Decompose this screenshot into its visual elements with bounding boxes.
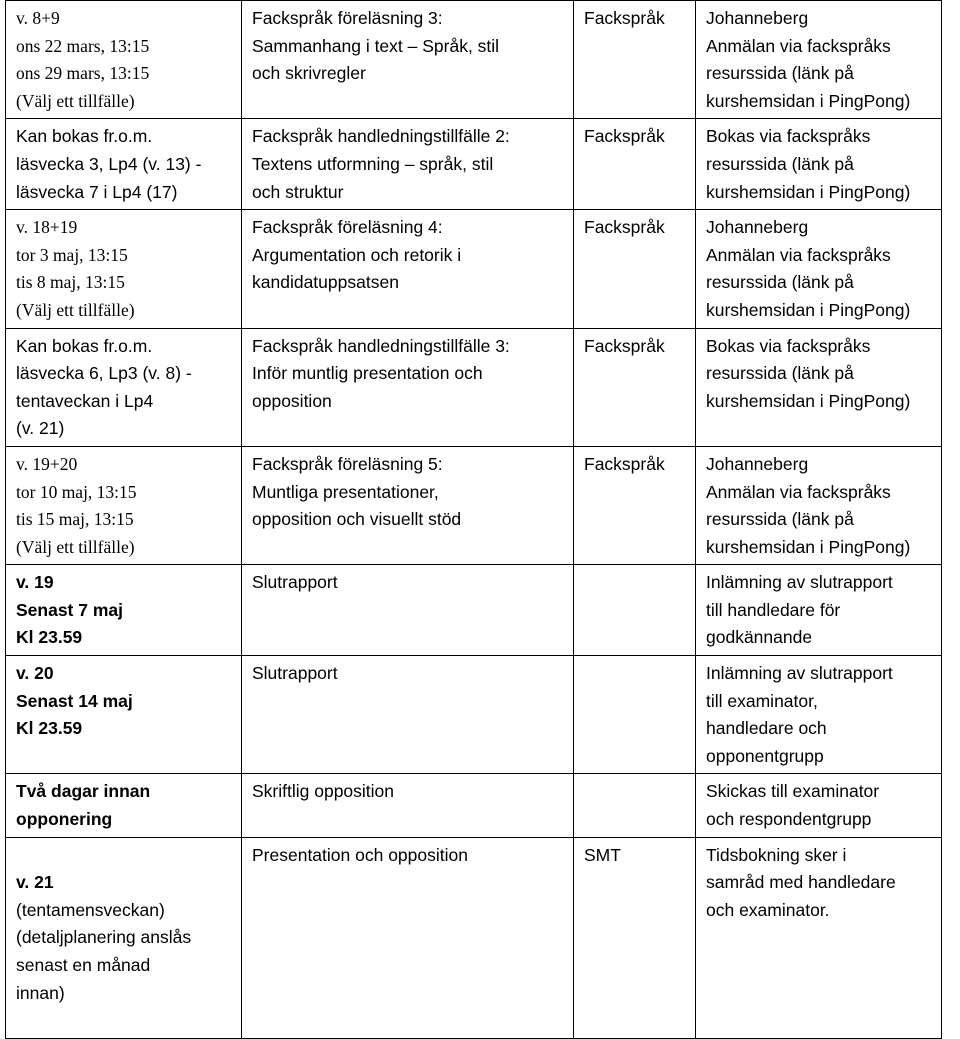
info-cell: Inlämning av slutrapport till handledare för godkännande [696,565,942,656]
week-cell: Kan bokas fr.o.m. läsvecka 3, Lp4 (v. 13) - läsvecka 7 i Lp4 (17) [6,119,242,210]
activity-cell: Slutrapport [242,565,574,656]
week-cell [6,837,242,1038]
activity-cell: Presentation och opposition [242,837,574,1038]
week-cell: Två dagar innan opponering [6,774,242,837]
who-cell [574,774,696,837]
week-cell: v. 19 Senast 7 maj Kl 23.59 [6,565,242,656]
who-cell: Fackspråk [574,1,696,119]
table-row [6,774,942,837]
week-cell: v. 8+9 ons 22 mars, 13:15 ons 29 mars, 13:15 (Välj ett tillfälle) [6,1,242,119]
who-cell: Fackspråk [574,119,696,210]
activity-cell: Skriftlig opposition [242,774,574,837]
activity-cell: Fackspråk föreläsning 5: Muntliga presentationer, opposition och visuellt stöd [242,446,574,564]
who-cell: Fackspråk [574,328,696,446]
table-row [6,656,942,774]
week-cell: v. 18+19 tor 3 maj, 13:15 tis 8 maj, 13:15 (Välj ett tillfälle) [6,210,242,328]
info-cell: Johanneberg Anmälan via fackspråks resurssida (länk på kurshemsidan i PingPong) [696,446,942,564]
schedule-table [5,0,942,1039]
week-cell: Kan bokas fr.o.m. läsvecka 6, Lp3 (v. 8) - tentaveckan i Lp4 (v. 21) [6,328,242,446]
activity-cell: Fackspråk handledningstillfälle 3: Inför muntlig presentation och opposition [242,328,574,446]
info-cell: Johanneberg Anmälan via fackspråks resurssida (länk på kurshemsidan i PingPong) [696,210,942,328]
activity-cell: Fackspråk handledningstillfälle 2: Textens utformning – språk, stil och struktur [242,119,574,210]
who-cell [574,656,696,774]
who-cell [574,565,696,656]
info-cell: Johanneberg Anmälan via fackspråks resurssida (länk på kurshemsidan i PingPong) [696,1,942,119]
who-cell: SMT [574,837,696,1038]
who-cell: Fackspråk [574,210,696,328]
info-cell: Bokas via fackspråks resurssida (länk på kurshemsidan i PingPong) [696,119,942,210]
week-label: v. 21 [16,872,54,893]
info-cell: Skickas till examinator och respondentgrupp [696,774,942,837]
table-row [6,837,942,1038]
table-row [6,119,942,210]
table-row [6,1,942,119]
table-row [6,328,942,446]
info-cell: Tidsbokning sker i samråd med handledare och examinator. [696,837,942,1038]
info-cell: Bokas via fackspråks resurssida (länk på kurshemsidan i PingPong) [696,328,942,446]
activity-cell: Fackspråk föreläsning 3: Sammanhang i text – Språk, stil och skrivregler [242,1,574,119]
week-cell: v. 20 Senast 14 maj Kl 23.59 [6,656,242,774]
table-row [6,446,942,564]
week-note: (tentamensveckan) (detaljplanering anslås senast en månad innan) [16,899,192,1003]
activity-cell: Slutrapport [242,656,574,774]
who-cell: Fackspråk [574,446,696,564]
week-cell: v. 19+20 tor 10 maj, 13:15 tis 15 maj, 13:15 (Välj ett tillfälle) [6,446,242,564]
activity-cell: Fackspråk föreläsning 4: Argumentation och retorik i kandidatuppsatsen [242,210,574,328]
table-row [6,210,942,328]
info-cell: Inlämning av slutrapport till examinator, handledare och opponentgrupp [696,656,942,774]
table-row [6,565,942,656]
